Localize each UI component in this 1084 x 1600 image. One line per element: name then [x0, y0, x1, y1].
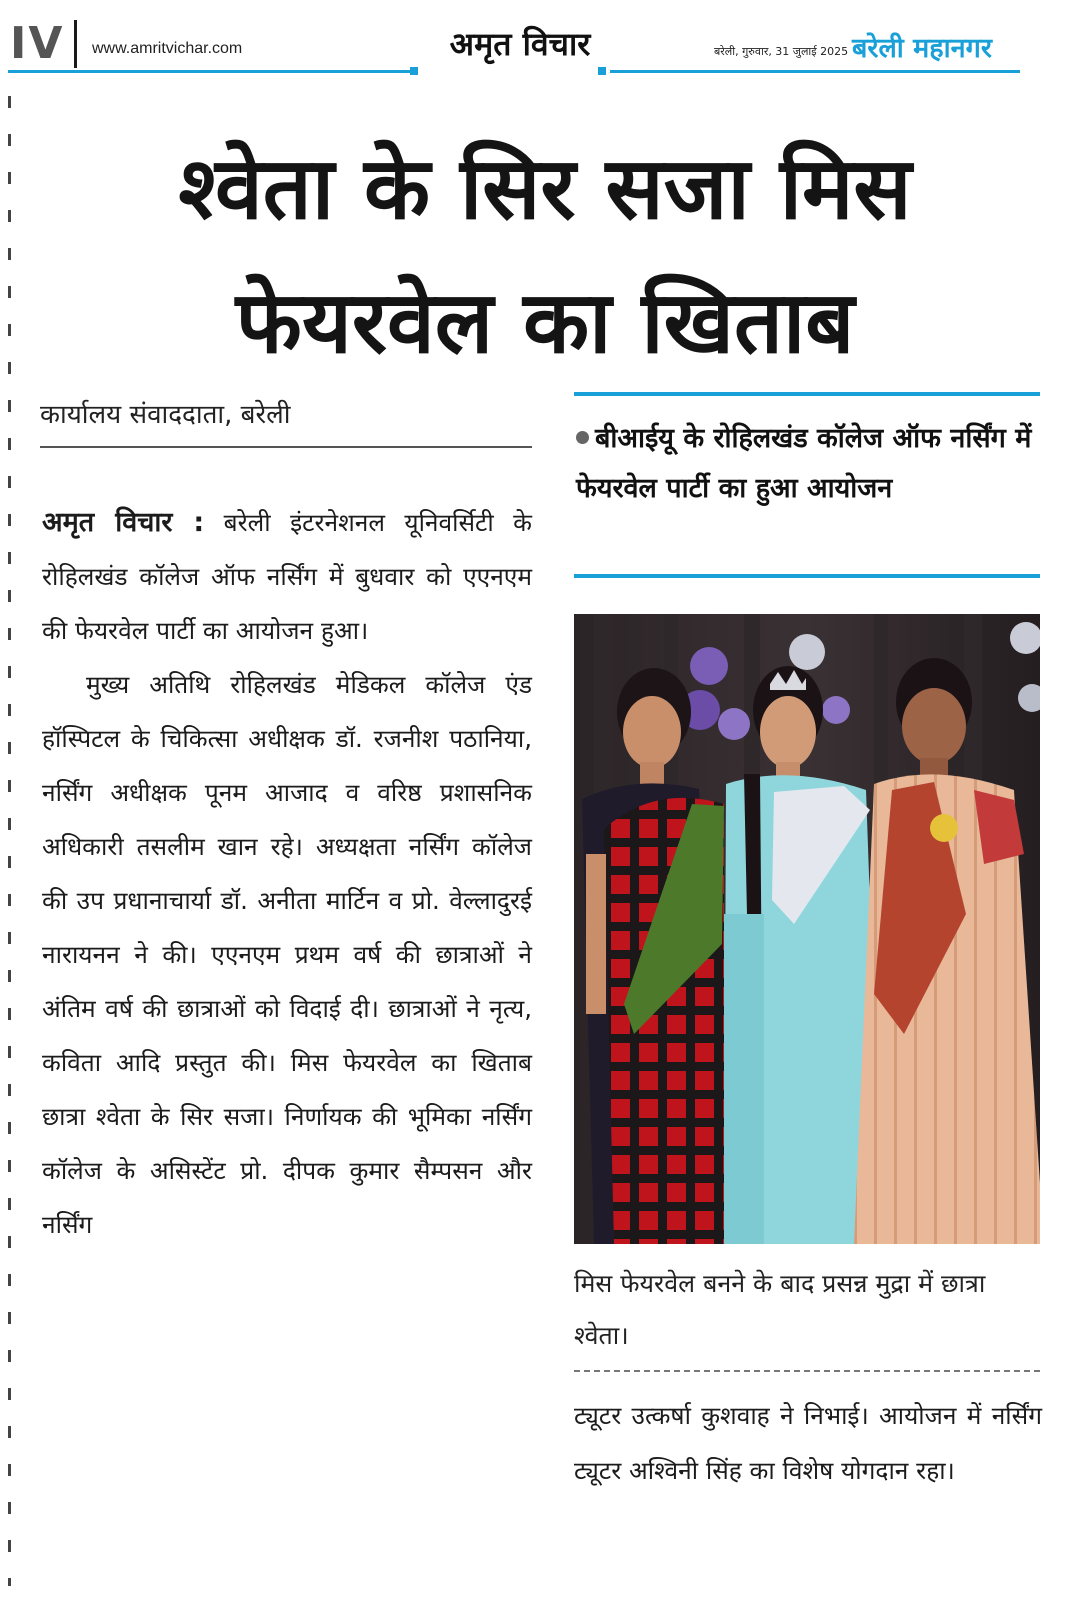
headline — [40, 122, 1050, 390]
dateline: बरेली, गुरुवार, 31 जुलाई 2025 — [714, 45, 849, 58]
paragraph-2: मुख्य अतिथि रोहिलखंड मेडिकल कॉलेज एंड हॉस्पिटल के चिकित्सा अधीक्षक डॉ. रजनीश पठानिया, नर्सिंग अधीक्षक पूनम आजाद व वरिष्ठ प्रशासनिक अधिकारी तसलीम खान रहे। अध्यक्षता नर्सिंग कॉलेज की उप प्रधानाचार्या डॉ. अनीता मार्टिन व प्रो. वेल्लादुरई नारायनन ने की। एएनएम प्रथम वर्ष की छात्राओं ने अंतिम वर्ष की छात्राओं को विदाई दी। छात्राओं ने नृत्य, कविता आदि प्रस्तुत की। मिस फेयरवेल का खिताब छात्रा श्वेता के सिर सजा। निर्णायक की भूमिका नर्सिंग कॉलेज के असिस्टेंट प्रो. दीपक कुमार सैम्पसन और नर्सिंग — [42, 670, 532, 1239]
masthead-rule-right — [610, 70, 1020, 73]
page-number: IV — [10, 20, 77, 68]
article-continuation — [574, 1388, 1042, 1498]
continuation-text: ट्यूटर उत्कर्षा कुशवाह ने निभाई। आयोजन में नर्सिंग ट्यूटर अश्विनी सिंह का विशेष योगदान रहा। — [574, 1401, 1042, 1485]
rule-dot-left — [410, 67, 418, 75]
rule-dot-right — [598, 67, 606, 75]
paragraph-1 — [42, 496, 532, 658]
article-photo — [574, 614, 1040, 1244]
article-body — [42, 496, 532, 1252]
photo-illustration — [574, 614, 1040, 1244]
headline-line-2: फेयरवेल का खिताब — [235, 273, 855, 373]
highlight-box — [576, 414, 1038, 514]
paragraph-1-text: बरेली इंटरनेशनल यूनिवर्सिटी के रोहिलखंड कॉलेज ऑफ नर्सिंग में बुधवार को एएनएम की फेयरवेल पार्टी का आयोजन हुआ। — [42, 508, 532, 645]
highlight-text: बीआईयू के रोहिलखंड कॉलेज ऑफ नर्सिंग में फेयरवेल पार्टी का हुआ आयोजन — [576, 423, 1032, 504]
page-edge-ticks — [8, 96, 11, 1586]
website-url[interactable]: www.amritvichar.com — [92, 40, 243, 57]
headline-line-1: श्वेता के सिर सजा मिस — [178, 139, 912, 239]
highlight-rule-top — [574, 392, 1040, 396]
newspaper-name: अमृत विचार — [449, 25, 591, 63]
photo-caption: मिस फेयरवेल बनने के बाद प्रसन्न मुद्रा में छात्रा श्वेता। — [574, 1269, 986, 1350]
highlight-rule-bottom — [574, 574, 1040, 578]
masthead-rule-left — [8, 70, 418, 73]
byline-divider — [40, 446, 532, 448]
caption-divider — [574, 1370, 1040, 1372]
bullet-icon — [576, 431, 589, 444]
byline: कार्यालय संवाददाता, बरेली — [40, 400, 291, 430]
section-name: बरेली महानगर — [852, 33, 992, 64]
lead-label: अमृत विचार : — [42, 507, 205, 538]
